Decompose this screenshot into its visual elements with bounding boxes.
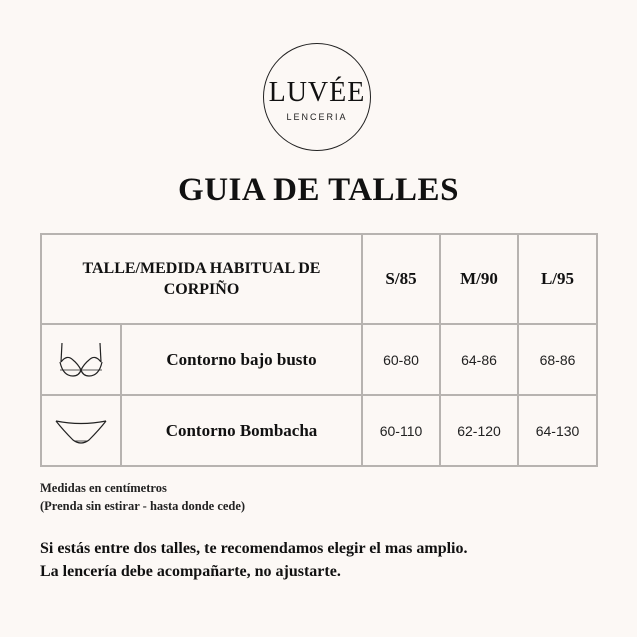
table-row: [41, 395, 597, 466]
size-guide-table: [40, 233, 598, 467]
value-panty-m: 62-120: [440, 395, 518, 466]
advice-line-2: La lencería debe acompañarte, no ajustarte.: [40, 563, 341, 580]
panty-icon: [41, 395, 121, 466]
logo-subtitle: LENCERIA: [286, 112, 348, 122]
value-bust-l: 68-86: [518, 324, 597, 395]
table-header-row: [41, 234, 597, 324]
size-header-l: L/95: [518, 234, 597, 324]
brand-logo: [263, 43, 371, 151]
row-label-panty: Contorno Bombacha: [121, 395, 362, 466]
logo-name: LUVÉE: [268, 77, 366, 108]
header-label: TALLE/MEDIDA HABITUAL DE CORPIÑO: [41, 234, 362, 324]
page-title: GUIA DE TALLES: [178, 172, 459, 208]
size-header-s: S/85: [362, 234, 440, 324]
value-panty-s: 60-110: [362, 395, 440, 466]
bra-icon: [41, 324, 121, 395]
row-label-bust: Contorno bajo busto: [121, 324, 362, 395]
note-stretch: (Prenda sin estirar - hasta donde cede): [40, 499, 246, 513]
size-header-m: M/90: [440, 234, 518, 324]
note-units: Medidas en centímetros: [40, 481, 167, 495]
value-bust-s: 60-80: [362, 324, 440, 395]
value-bust-m: 64-86: [440, 324, 518, 395]
table-row: [41, 324, 597, 395]
value-panty-l: 64-130: [518, 395, 597, 466]
advice-line-1: Si estás entre dos talles, te recomendamos elegir el mas amplio.: [40, 540, 468, 557]
